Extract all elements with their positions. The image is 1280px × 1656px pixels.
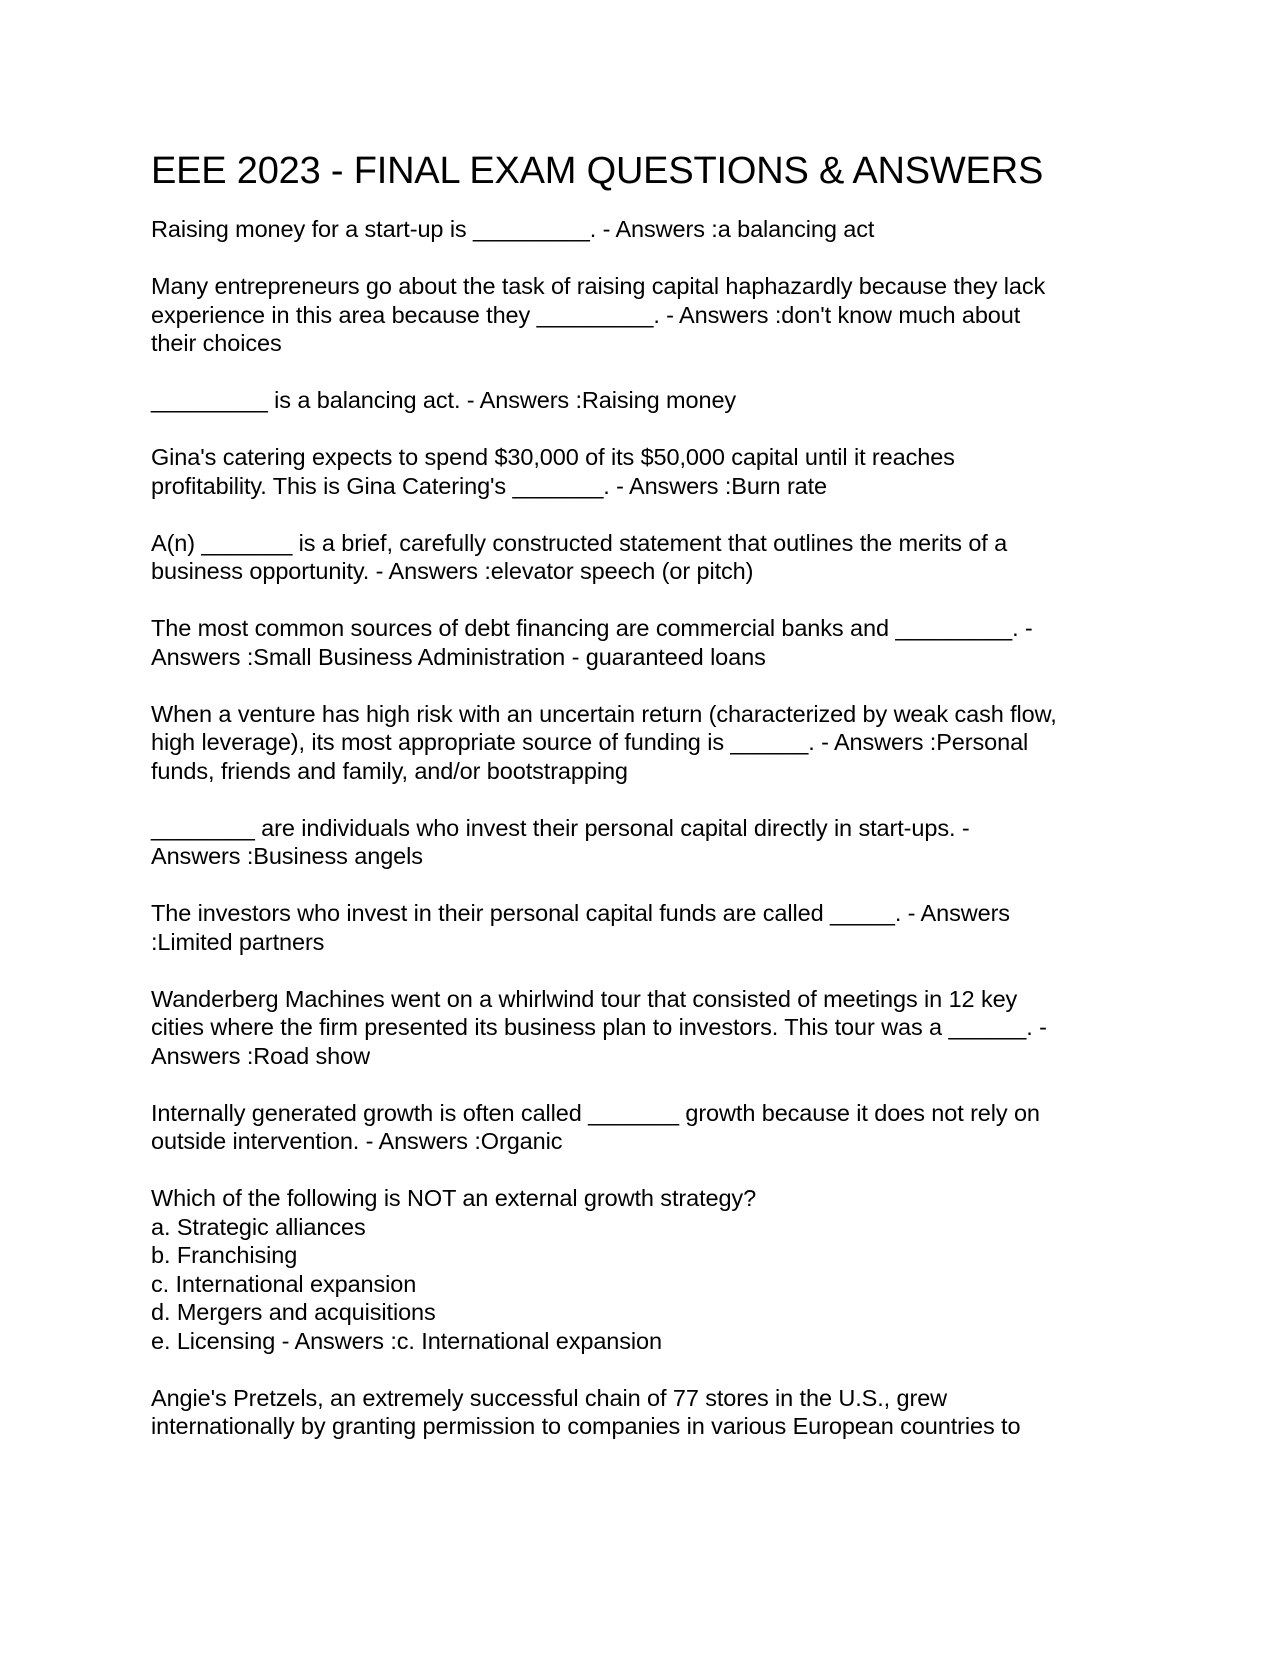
qa-item: [151, 1384, 1141, 1441]
qa-line: :Limited partners: [151, 928, 325, 955]
qa-item: [151, 814, 1141, 871]
qa-line: The most common sources of debt financing are commercial banks and _________. -: [151, 615, 1033, 641]
qa-item: [151, 529, 1141, 586]
qa-line: Gina's catering expects to spend $30,000 of its $50,000 capital until it reaches: [151, 444, 955, 470]
qa-item: [151, 1184, 1141, 1355]
qa-line: high leverage), its most appropriate source of funding is ______. - Answers :Personal: [151, 729, 1029, 755]
qa-item: [151, 1099, 1141, 1156]
qa-line: profitability. This is Gina Catering's _______. - Answers :Burn rate: [151, 472, 828, 499]
qa-line: ________ are individuals who invest their personal capital directly in start-ups. -: [151, 814, 970, 841]
qa-line: outside intervention. - Answers :Organic: [151, 1128, 563, 1154]
qa-line: Answers :Business angels: [151, 843, 423, 869]
qa-line: cities where the firm presented its business plan to investors. This tour was a ______. -: [151, 1014, 1047, 1040]
document-content: [151, 148, 1141, 1469]
qa-line: b. Franchising: [151, 1242, 298, 1268]
qa-line: Raising money for a start-up is _________. - Answers :a balancing act: [151, 216, 875, 242]
qa-item: [151, 386, 1141, 415]
qa-line: Answers :Small Business Administration - guaranteed loans: [151, 643, 766, 670]
qa-line: A(n) _______ is a brief, carefully constructed statement that outlines the merits of a: [151, 529, 1008, 556]
qa-line: c. International expansion: [151, 1270, 417, 1297]
qa-line: e. Licensing - Answers :c. International expansion: [151, 1327, 662, 1354]
qa-line: business opportunity. - Answers :elevator speech (or pitch): [151, 558, 754, 584]
qa-line: d. Mergers and acquisitions: [151, 1299, 436, 1325]
qa-line: Angie's Pretzels, an extremely successful chain of 77 stores in the U.S., grew: [151, 1384, 948, 1411]
qa-line: their choices: [151, 330, 282, 356]
qa-line: The investors who invest in their personal capital funds are called _____. - Answers: [151, 900, 1010, 926]
document-title: EEE 2023 - FINAL EXAM QUESTIONS & ANSWERS: [151, 150, 1044, 192]
qa-line: When a venture has high risk with an uncertain return (characterized by weak cash flow,: [151, 700, 1057, 727]
qa-line: Wanderberg Machines went on a whirlwind tour that consisted of meetings in 12 key: [151, 985, 1018, 1012]
qa-item: [151, 614, 1141, 671]
qa-item: [151, 215, 1141, 244]
qa-item: [151, 899, 1141, 956]
qa-line: a. Strategic alliances: [151, 1213, 366, 1240]
qa-item: [151, 985, 1141, 1071]
qa-item: [151, 272, 1141, 358]
qa-line: Internally generated growth is often called _______ growth because it does not rely on: [151, 1099, 1040, 1126]
qa-line: Which of the following is NOT an external growth strategy?: [151, 1185, 757, 1211]
qa-item: [151, 700, 1141, 786]
qa-line: Answers :Road show: [151, 1042, 370, 1069]
qa-list: [151, 215, 1141, 1441]
qa-line: funds, friends and family, and/or bootstrapping: [151, 757, 628, 784]
qa-line: _________ is a balancing act. - Answers :Raising money: [151, 387, 737, 413]
qa-item: [151, 443, 1141, 500]
qa-line: Many entrepreneurs go about the task of raising capital haphazardly because they lack: [151, 273, 1046, 299]
qa-line: experience in this area because they _________. - Answers :don't know much about: [151, 301, 1021, 328]
qa-line: internationally by granting permission to companies in various European countries to: [151, 1413, 1021, 1439]
